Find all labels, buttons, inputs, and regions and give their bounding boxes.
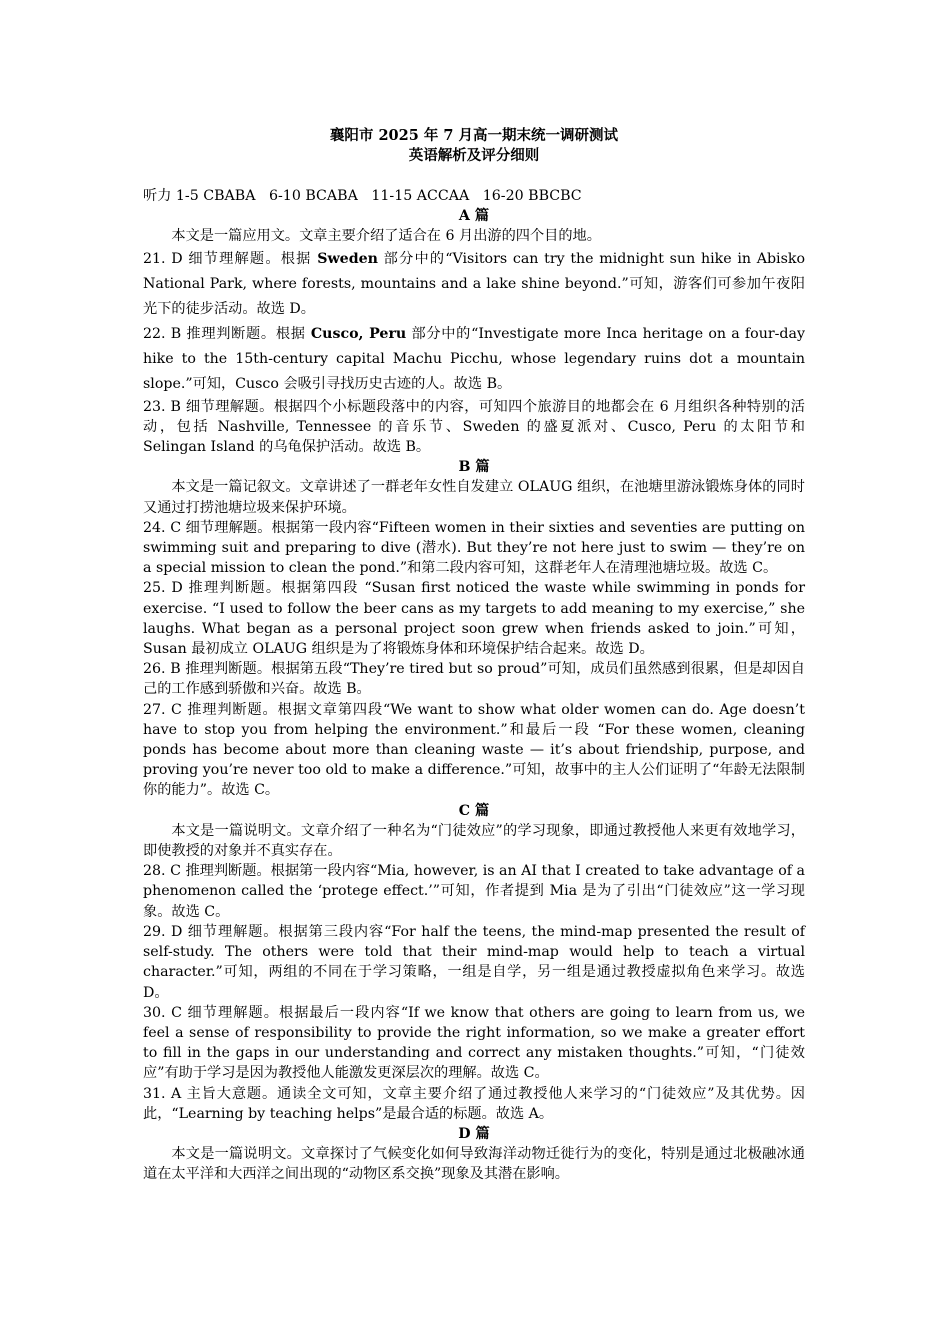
section-c-heading: C 篇 <box>458 802 490 819</box>
question-28: 28. C 推理判断题。根据第一段内容“Mia, however, is an AI that I created to take advantage of a phenomenon called the ‘protege effect.’”可知，作者提到 Mia 是为了引出“门徒效应”这一学习现象。故选 C。 <box>143 863 805 920</box>
question-31: 31. A 主旨大意题。通读全文可知，文章主要介绍了通过教授他人来学习的“门徒效应”及其优势。因此，“Learning by teaching helps”是最合适的标题。故选 A。 <box>143 1085 805 1122</box>
question-22-bold: Cusco, Peru <box>310 325 407 342</box>
question-21 <box>143 247 805 322</box>
section-c-intro: 本文是一篇说明文。文章介绍了一种名为“门徒效应”的学习现象，即通过教授他人来更有效地学习，即使教授的对象并不真实存在。 <box>143 822 805 860</box>
question-23: 23. B 细节理解题。根据四个小标题段落中的内容，可知四个旅游目的地都会在 6 月组织各种特别的活动，包括 Nashville, Tennessee 的音乐节、Sweden 的盛夏派对、Cusco, Peru 的太阳节和 Selingan Island 的乌龟保护活动。故选 B。 <box>143 398 805 456</box>
section-a-intro: 本文是一篇应用文。文章主要介绍了适合在 6 月出游的四个目的地。 <box>171 228 601 245</box>
section-a-heading: A 篇 <box>458 208 490 225</box>
question-22-post: 部分中的“Investigate more Inca heritage on a four-day hike to the 15th-century capital Machu Picchu, whose legendary ruins dot a mountain slope.”可知，Cusco 会吸引寻找历史古迹的人。故选 B。 <box>143 325 805 392</box>
question-25: 25. D 推理判断题。根据第四段 “Susan first noticed the waste while swimming in ponds for exercise. “I used to follow the beer cans as my targets to add meaning to my exercise,” she laughs. What began as a personal project soon grew when friends asked to join.”可知，Susan 最初成立 OLAUG 组织是为了将锻炼身体和环境保护结合起来。故选 D。 <box>143 580 805 658</box>
listening-answers: 听力 1-5 CBABA 6-10 BCABA 11-15 ACCAA 16-20 BBCBC <box>143 188 582 204</box>
question-22-pre: 22. B 推理判断题。根据 <box>143 325 311 342</box>
section-b-heading: B 篇 <box>458 459 490 476</box>
question-22 <box>143 322 805 397</box>
section-b-intro: 本文是一篇记叙文。文章讲述了一群老年女性自发建立 OLAUG 组织，在池塘里游泳锻炼身体的同时又通过打捞池塘垃圾来保护环境。 <box>143 479 805 516</box>
question-29: 29. D 细节理解题。根据第三段内容“For half the teens, the mind-map presented the result of self-study. The others were told that their mind-map would help to teach a virtual character.”可知，两组的不同在于学习策略，一组是自学，另一组是通过教授虚拟角色来学习。故选 D。 <box>143 923 805 1001</box>
page-subtitle: 英语解析及评分细则 <box>408 147 540 164</box>
section-d-intro: 本文是一篇说明文。文章探讨了气候变化如何导致海洋动物迁徙行为的变化，特别是通过北极融冰通道在太平洋和大西洋之间出现的“动物区系交换”现象及其潜在影响。 <box>143 1146 805 1183</box>
page-title: 襄阳市 2025 年 7 月高一期末统一调研测试 <box>329 127 619 144</box>
answer-key-page <box>143 126 805 1185</box>
question-30: 30. C 细节理解题。根据最后一段内容“If we know that others are going to learn from us, we feel a sense of responsibility to provide the right information, so we make a greater effort to fill in the gaps in our understanding and correct any mistaken thoughts.”可知，“门徒效应”有助于学习是因为教授他人能激发更深层次的理解。故选 C。 <box>143 1004 805 1082</box>
question-21-pre: 21. D 细节理解题。根据 <box>143 250 318 267</box>
section-d-heading: D 篇 <box>458 1125 490 1142</box>
question-24: 24. C 细节理解题。根据第一段内容“Fifteen women in their sixties and seventies are putting on swimming suit and preparing to dive (潜水). But they’re not here just to swim — they’re on a special mission to clean the pond.”和第二段内容可知，这群老年人在清理池塘垃圾。故选 C。 <box>143 519 805 577</box>
question-26: 26. B 推理判断题。根据第五段“They’re tired but so proud”可知，成员们虽然感到很累，但是却因自己的工作感到骄傲和兴奋。故选 B。 <box>143 661 805 698</box>
question-21-post: 部分中的“Visitors can try the midnight sun hike in Abisko National Park, where forests, mountains and a lake shine beyond.”可知，游客们可参加午夜阳光下的徒步活动。故选 D。 <box>143 250 805 317</box>
question-27: 27. C 推理判断题。根据文章第四段“We want to show what older women can do. Age doesn’t have to stop you from helping the environment.”和最后一段 “For these women, cleaning ponds has become about more than cleaning waste — it’s about friendship, purpose, and proving you’re never too old to make a difference.”可知，故事中的主人公们证明了“年龄无法限制你的能力”。故选 C。 <box>143 701 805 799</box>
question-21-bold: Sweden <box>317 250 378 267</box>
